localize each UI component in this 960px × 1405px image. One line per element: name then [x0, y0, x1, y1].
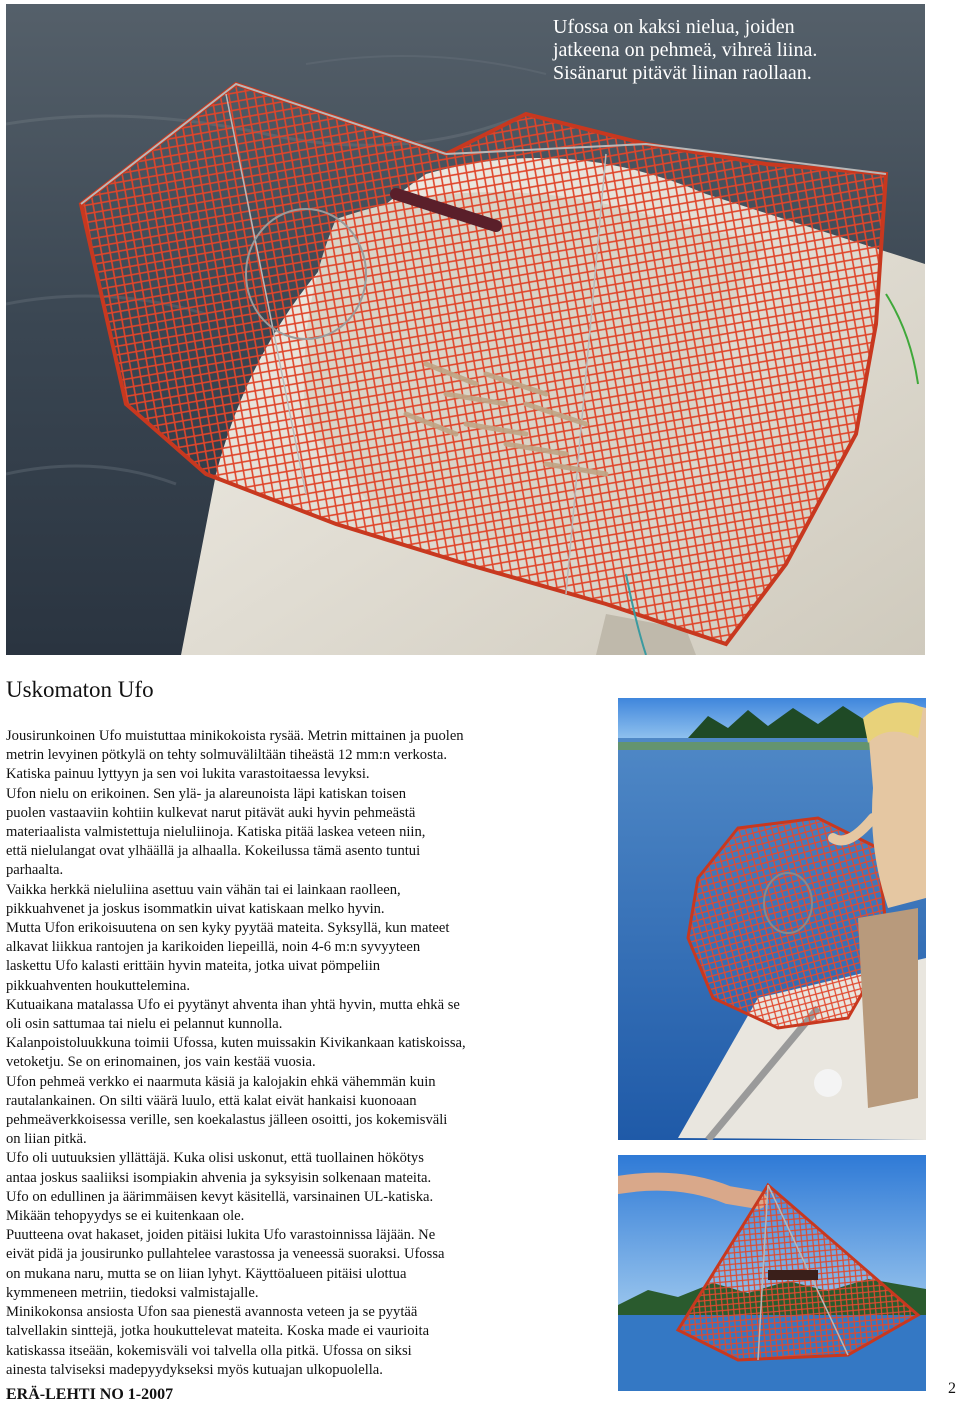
article-line: pehmeäverkkoisessa verille, sen koekalastus jälleen osoitti, jos kokemisväli	[6, 1112, 448, 1129]
top-photo-caption	[553, 16, 913, 85]
net-trap-on-boat-image	[6, 4, 925, 655]
article-line: Ufon pehmeä verkko ei naarmuta käsiä ja kalojakin ehkä vähemmän kuin	[6, 1073, 436, 1090]
caption-line: jatkeena on pehmeä, vihreä liina.	[553, 39, 818, 61]
page-number: 2	[948, 1380, 956, 1397]
article-line: on mukana naru, mutta se on liian lyhyt. Käyttöalueen pitäisi ulottua	[6, 1265, 407, 1282]
article-line: antaa joskus saaliiksi isompiakin ahvenia ja syksyisin solkenaan mateita.	[6, 1169, 432, 1186]
article-line: Katiska painuu lyttyyn ja sen voi lukita varastoitaessa levyksi.	[6, 766, 370, 783]
article-line: Ufo on edullinen ja äärimmäisen kevyt käsitellä, varsinainen UL-katiska.	[6, 1188, 434, 1205]
article-line: puolen vastaaviin kohtiin kulkevat narut pitävät auki hyvin pehmeästä	[6, 804, 416, 821]
article-line: eivät pidä ja jousirunko pullahtelee varastossa ja veneessä suoraksi. Ufossa	[6, 1246, 445, 1263]
article-line: pikkuahventen houkuttelemina.	[6, 977, 190, 994]
article-line: kymmeneen metriin, tiedoksi valmistajalle.	[6, 1284, 259, 1301]
article-line: Kalanpoistoluukkuna toimii Ufossa, kuten muissakin Kivikankaan katiskoissa,	[6, 1035, 466, 1052]
article-line: alkavat liikkua rantojen ja karikoiden liepeillä, noin 4-6 m:n syvyyteen	[6, 939, 421, 956]
article-line: rautalankainen. On silti väärä luulo, että kalat eivät hankaisi kuonoaan	[6, 1092, 417, 1109]
article-line: laskettu Ufo kalasti erittäin hyvin mateita, jotka uivat pömpeliin	[6, 958, 381, 975]
side-photo-2	[618, 1155, 926, 1391]
article-line: Jousirunkoinen Ufo muistuttaa minikokoista rysää. Metrin mittainen ja puolen	[6, 728, 464, 744]
article-line: materiaalista valmistettuja nieluliinoja. Katiska pitää laskea veteen niin,	[6, 824, 426, 841]
article-line: ainesta talviseksi madepyydykseksi myös kutuajan ulkopuolella.	[6, 1361, 383, 1378]
top-photo	[6, 4, 925, 655]
article-line: Mikään tehopyydys se ei kuitenkaan ole.	[6, 1208, 245, 1225]
article-line: Mutta Ufon erikoisuutena on sen kyky pyytää mateita. Syksyllä, kun mateet	[6, 920, 450, 937]
article-line: metrin levyinen pötkylä on tehty solmuväliltään tiheästä 12 mm:n verkosta.	[6, 747, 447, 764]
article-line: parhaalta.	[6, 862, 64, 879]
man-lifting-trap-image	[618, 698, 926, 1140]
hand-holding-trap-image	[618, 1155, 926, 1391]
article-line: että nielulangat ovat ylhäällä ja alhaalla. Kokeilussa tämä asento tuntui	[6, 843, 421, 860]
article-line: pikkuahvenet ja joskus isommatkin uivat katiskaan melko hyvin.	[6, 900, 385, 917]
article-body	[6, 727, 566, 1380]
article-line: oli osin sattumaa tai nielu ei pelannut kunnolla.	[6, 1016, 283, 1033]
side-photo-1	[618, 698, 926, 1140]
article-line: Vaikka herkkä nieluliina asettuu vain vähän tai ei lainkaan raolleen,	[6, 881, 401, 898]
magazine-footer: ERÄ-LEHTI NO 1-2007	[6, 1386, 174, 1403]
article-line: talvellakin sinttejä, jotka houkuttelevat mateita. Koska made ei vaurioita	[6, 1323, 430, 1340]
article-heading: Uskomaton Ufo	[6, 677, 154, 702]
article-line: Ufo oli uutuuksien yllättäjä. Kuka olisi uskonut, että tuollainen hökötys	[6, 1150, 424, 1167]
article-line: Ufon nielu on erikoinen. Sen ylä- ja alareunoista läpi katiskan toisen	[6, 785, 407, 802]
article-line: vetoketju. Se on erinomainen, jos vain kestää vuosia.	[6, 1054, 316, 1071]
article-line: Minikokonsa ansiosta Ufon saa pienestä avannosta veteen ja se pyytää	[6, 1304, 418, 1321]
article-line: Kutuaikana matalassa Ufo ei pyytänyt ahventa ihan yhtä hyvin, mutta ehkä se	[6, 996, 460, 1013]
article-line: on liian pitkä.	[6, 1131, 87, 1148]
article-line: katiskassa itseään, kokemisväli voi talvella olla pitkä. Ufossa on siksi	[6, 1342, 412, 1359]
caption-line: Sisänarut pitävät liinan raollaan.	[553, 62, 812, 84]
caption-line: Ufossa on kaksi nielua, joiden	[553, 16, 795, 38]
article-line: Puutteena ovat hakaset, joiden pitäisi lukita Ufo varastoinnissa läjään. Ne	[6, 1227, 436, 1244]
